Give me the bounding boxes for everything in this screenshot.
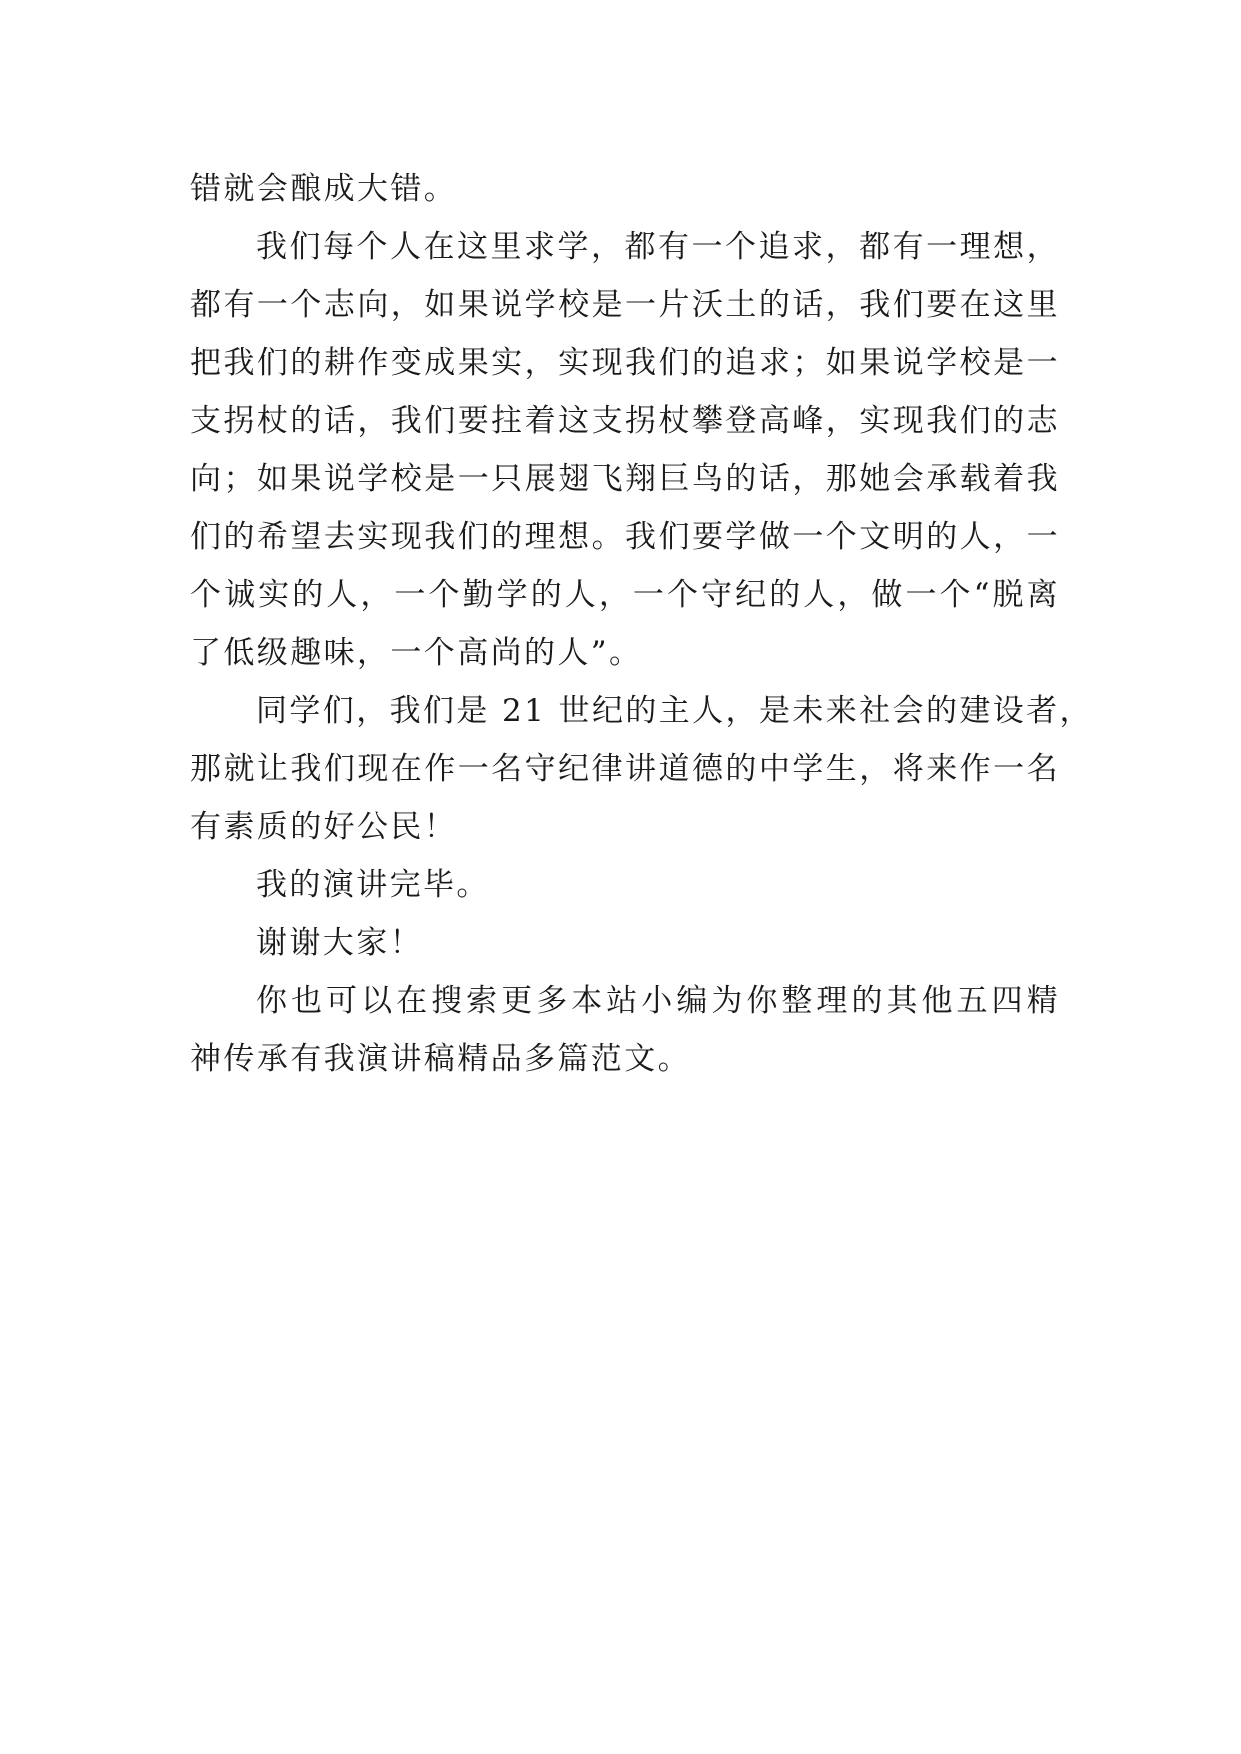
text-line: 了低级趣味，一个高尚的人”。	[190, 635, 643, 671]
document-body	[190, 160, 1093, 1088]
text-line: 都有一个志向，如果说学校是一片沃土的话，我们要在这里	[190, 287, 1060, 323]
text-line: 有素质的好公民！	[190, 809, 458, 845]
text-line: 同学们，我们是 21 世纪的主人，是未来社会的建设者，	[256, 693, 1093, 729]
text-line: 们的希望去实现我们的理想。我们要学做一个文明的人，一	[190, 519, 1060, 555]
text-line: 向；如果说学校是一只展翅飞翔巨鸟的话，那她会承载着我	[190, 461, 1060, 497]
text-line: 个诚实的人，一个勤学的人，一个守纪的人，做一个“脱离	[190, 577, 1060, 613]
text-line: 你也可以在搜索更多本站小编为你整理的其他五四精	[256, 983, 1060, 1019]
text-line: 错就会酿成大错。	[190, 171, 458, 207]
text-line: 把我们的耕作变成果实，实现我们的追求；如果说学校是一	[190, 345, 1060, 381]
text-line: 那就让我们现在作一名守纪律讲道德的中学生，将来作一名	[190, 751, 1060, 787]
text-line: 谢谢大家！	[256, 925, 423, 961]
text-line: 我的演讲完毕。	[256, 867, 490, 903]
text-line: 我们每个人在这里求学，都有一个追求，都有一理想，	[256, 229, 1060, 265]
text-line: 支拐杖的话，我们要拄着这支拐杖攀登高峰，实现我们的志	[190, 403, 1060, 439]
text-line: 神传承有我演讲稿精品多篇范文。	[190, 1041, 691, 1077]
